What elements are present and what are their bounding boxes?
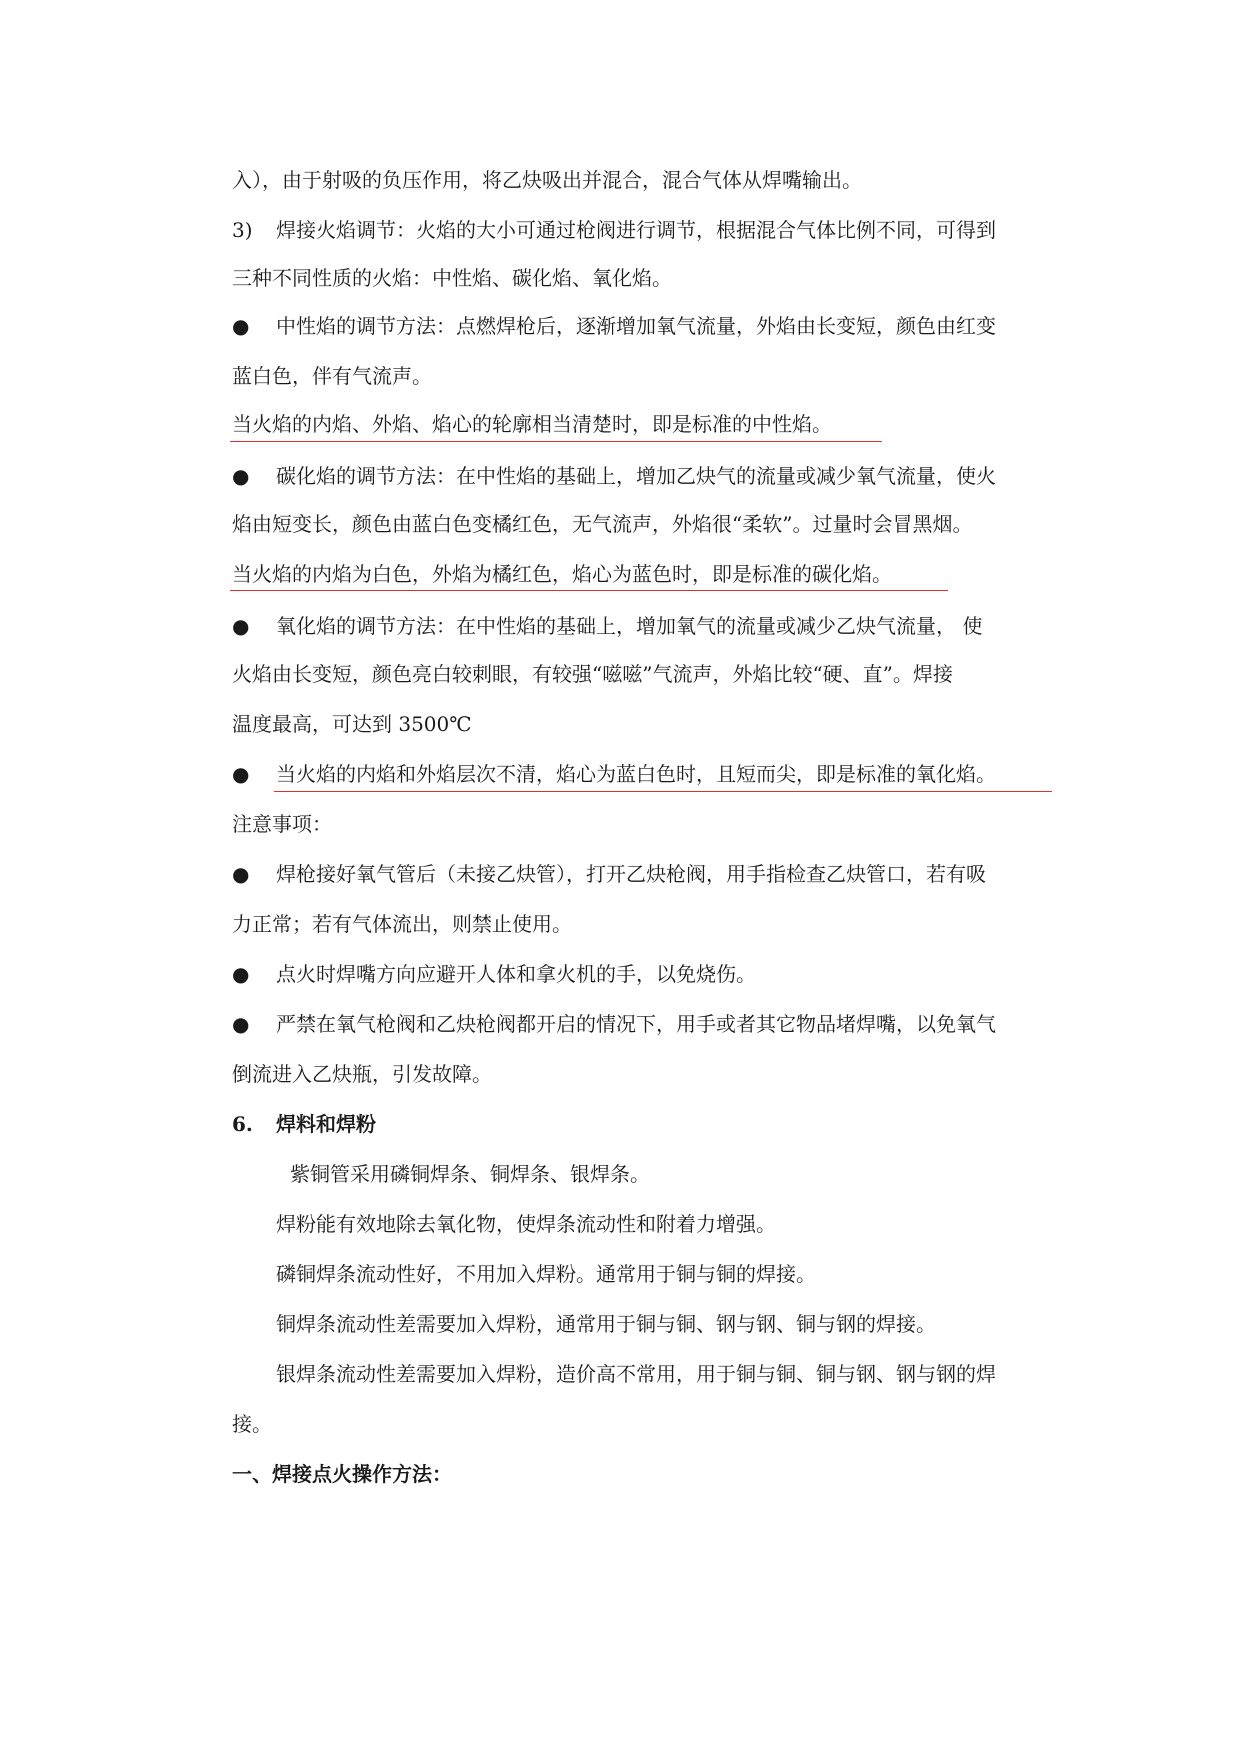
carbon-flame-line-2: 焰由短变长，颜色由蓝白色变橘红色，无气流声，外焰很“柔软”。过量时会冒黑烟。	[232, 512, 973, 536]
note-1-line-1: 焊枪接好氧气管后（未接乙炔管），打开乙炔枪阀，用手指检查乙炔管口，若有吸	[276, 862, 986, 886]
note-1-line-2: 力正常；若有气体流出，则禁止使用。	[232, 912, 572, 936]
neutral-flame-line-2: 蓝白色，伴有气流声。	[232, 364, 432, 388]
section-6-paragraph-3: 磷铜焊条流动性好，不用加入焊粉。通常用于铜与铜的焊接。	[276, 1262, 816, 1286]
bullet-icon: ●	[232, 614, 250, 638]
bullet-icon: ●	[232, 962, 250, 986]
note-2: 点火时焊嘴方向应避开人体和拿火机的手，以免烧伤。	[276, 962, 756, 986]
bullet-icon: ●	[232, 762, 250, 786]
red-underline	[274, 791, 1052, 792]
section-6-paragraph-1: 紫铜管采用磷铜焊条、铜焊条、银焊条。	[290, 1162, 650, 1186]
oxidizing-flame-line-3: 温度最高，可达到 3500℃	[232, 712, 472, 736]
bullet-icon: ●	[232, 464, 250, 488]
carbon-flame-line-1: 碳化焰的调节方法：在中性焰的基础上，增加乙炔气的流量或减少氧气流量，使火	[276, 464, 996, 488]
item-3-line-2: 三种不同性质的火焰：中性焰、碳化焰、氧化焰。	[232, 266, 672, 290]
note-3-line-2: 倒流进入乙炔瓶，引发故障。	[232, 1062, 492, 1086]
neutral-flame-standard: 当火焰的内焰、外焰、焰心的轮廓相当清楚时，即是标准的中性焰。	[232, 412, 832, 436]
carbon-flame-standard: 当火焰的内焰为白色，外焰为橘红色，焰心为蓝色时，即是标准的碳化焰。	[232, 562, 892, 586]
section-6-paragraph-2: 焊粉能有效地除去氧化物，使焊条流动性和附着力增强。	[276, 1212, 776, 1236]
ignition-heading: 一、焊接点火操作方法：	[232, 1462, 452, 1486]
section-6-paragraph-5-line-1: 银焊条流动性差需要加入焊粉，造价高不常用，用于铜与铜、铜与钢、钢与钢的焊	[276, 1362, 996, 1386]
red-underline	[230, 590, 948, 591]
note-3-line-1: 严禁在氧气枪阀和乙炔枪阀都开启的情况下，用手或者其它物品堵焊嘴，以免氧气	[276, 1012, 996, 1036]
red-underline	[230, 441, 882, 442]
section-6-number: 6.	[232, 1112, 253, 1136]
item-3-line-1: 焊接火焰调节：火焰的大小可通过枪阀进行调节，根据混合气体比例不同，可得到	[276, 218, 996, 242]
section-6-title: 焊料和焊粉	[276, 1112, 376, 1136]
bullet-icon: ●	[232, 1012, 250, 1036]
oxidizing-flame-standard: 当火焰的内焰和外焰层次不清，焰心为蓝白色时，且短而尖，即是标准的氧化焰。	[276, 762, 996, 786]
bullet-icon: ●	[232, 862, 250, 886]
section-6-paragraph-5-line-2: 接。	[232, 1412, 272, 1436]
neutral-flame-line-1: 中性焰的调节方法：点燃焊枪后，逐渐增加氧气流量，外焰由长变短，颜色由红变	[276, 314, 996, 338]
notes-title: 注意事项：	[232, 812, 332, 836]
paragraph-continuation: 入），由于射吸的负压作用，将乙炔吸出并混合，混合气体从焊嘴输出。	[232, 168, 862, 192]
item-3-number: 3)	[232, 218, 253, 242]
bullet-icon: ●	[232, 314, 250, 338]
section-6-paragraph-4: 铜焊条流动性差需要加入焊粉，通常用于铜与铜、钢与钢、铜与钢的焊接。	[276, 1312, 936, 1336]
oxidizing-flame-line-2: 火焰由长变短，颜色亮白较刺眼，有较强“嗞嗞”气流声，外焰比较“硬、直”。焊接	[232, 662, 953, 686]
oxidizing-flame-line-1: 氧化焰的调节方法：在中性焰的基础上，增加氧气的流量或减少乙炔气流量， 使	[276, 614, 983, 638]
